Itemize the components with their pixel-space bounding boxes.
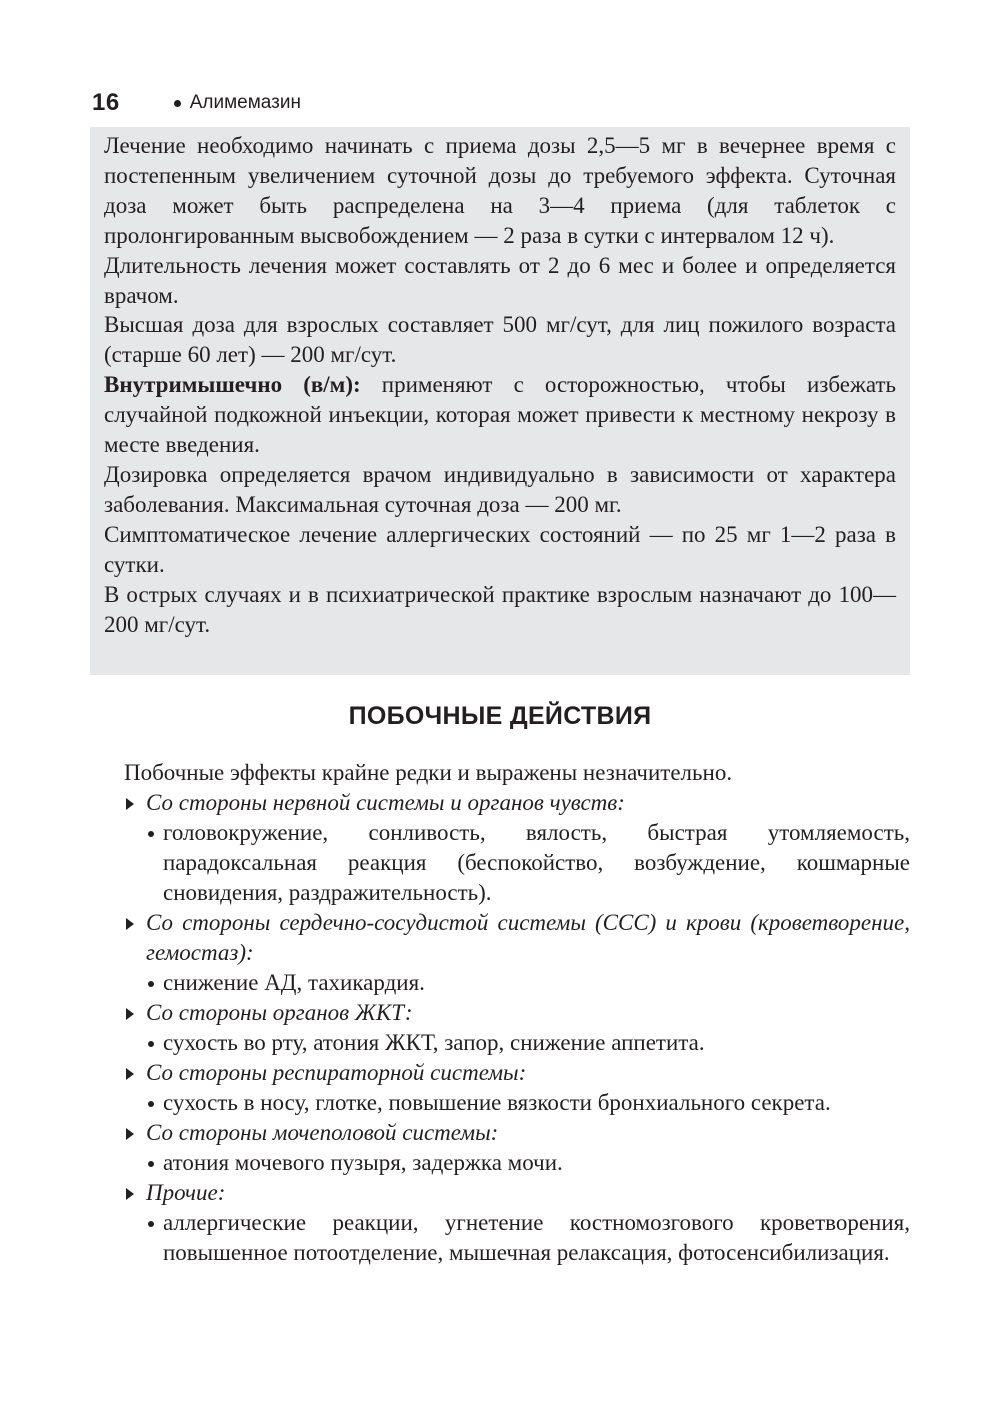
group-item-text: аллергические реакции, угнетение костномозгового кроветворения, повышенное потоотделение, мышечная релаксация, фотосенсибилизация. (163, 1210, 910, 1265)
group-title-text: Со стороны сердечно-сосудистой системы (ССС) и крови (кроветворение, гемостаз): (146, 910, 910, 965)
running-title-text: Алимемазин (189, 92, 301, 113)
group-title-text: Прочие: (146, 1180, 226, 1205)
side-effect-group (124, 998, 910, 1058)
dosage-paragraph (104, 310, 896, 370)
dot-bullet-icon (148, 1221, 154, 1227)
side-effect-group (124, 908, 910, 998)
triangle-bullet-icon (126, 1008, 134, 1020)
dot-bullet-icon (148, 1101, 154, 1107)
dosage-paragraph-lead: Внутримышечно (в/м): (104, 372, 361, 398)
dot-bullet-icon (148, 1041, 154, 1047)
group-item (148, 1208, 910, 1268)
group-item-text: сухость во рту, атония ЖКТ, запор, снижение аппетита. (163, 1030, 705, 1055)
dosage-paragraph (104, 520, 896, 580)
dosage-paragraph (104, 460, 896, 520)
group-item (148, 1088, 910, 1118)
dosage-paragraph (104, 580, 896, 640)
group-item (148, 818, 910, 908)
group-title (124, 788, 910, 818)
dosage-paragraph-text: Симптоматическое лечение аллергических состояний — по 25 мг 1—2 раза в сутки. (104, 521, 896, 577)
triangle-bullet-icon (126, 1188, 134, 1200)
dosage-paragraph-text: Лечение необходимо начинать с приема дозы 2,5—5 мг в вечернее время с постепенным увеличением суточной дозы до требуемого эффекта. Суточная доза может быть распределена на 3—4 приема (для таблеток с пролонгированным высвобождением — 2 раза в сутки с интервалом 12 ч). (104, 133, 896, 248)
group-title-text: Со стороны мочеполовой системы: (146, 1120, 499, 1145)
side-effect-group (124, 1178, 910, 1268)
bullet-dot-icon (174, 100, 181, 107)
group-title (124, 1058, 910, 1088)
dosage-paragraph-text: В острых случаях и в психиатрической практике взрослым назначают до 100—200 мг/сут. (104, 581, 896, 637)
dosage-paragraph-text: Длительность лечения может составлять от 2 до 6 мес и более и определяется врачом. (104, 252, 896, 308)
dosage-paragraph (104, 251, 896, 311)
running-title (174, 92, 301, 114)
running-head (92, 86, 301, 120)
triangle-bullet-icon (126, 798, 134, 810)
dot-bullet-icon (148, 1161, 154, 1167)
triangle-bullet-icon (126, 1128, 134, 1140)
side-effects-content (124, 758, 910, 1268)
dosage-box (90, 127, 910, 675)
group-title (124, 908, 910, 968)
dosage-paragraph-text: Дозировка определяется врачом индивидуально в зависимости от характера заболевания. Максимальная суточная доза — 200 мг. (104, 461, 896, 517)
group-item-text: снижение АД, тахикардия. (163, 970, 425, 995)
group-title (124, 998, 910, 1028)
group-title-text: Со стороны респираторной системы: (146, 1060, 527, 1085)
dot-bullet-icon (148, 831, 154, 837)
group-item-text: головокружение, сонливость, вялость, быстрая утомляемость, парадоксальная реакция (беспокойство, возбуждение, кошмарные сновидения, раздражительность). (163, 820, 910, 905)
dosage-paragraph-text: Высшая доза для взрослых составляет 500 мг/сут, для лиц пожилого возраста (старше 60 лет) — 200 мг/сут. (104, 312, 896, 368)
group-title-text: Со стороны нервной системы и органов чувств: (146, 790, 625, 815)
group-item-text: атония мочевого пузыря, задержка мочи. (163, 1150, 563, 1175)
side-effect-group (124, 1058, 910, 1118)
group-title (124, 1178, 910, 1208)
group-item (148, 1148, 910, 1178)
triangle-bullet-icon (126, 918, 134, 930)
side-effects-intro: Побочные эффекты крайне редки и выражены незначительно. (124, 760, 733, 785)
group-item (148, 968, 910, 998)
group-item-text: сухость в носу, глотке, повышение вязкости бронхиального секрета. (163, 1090, 831, 1115)
group-item (148, 1028, 910, 1058)
dosage-paragraph (104, 131, 896, 251)
group-title-text: Со стороны органов ЖКТ: (146, 1000, 413, 1025)
dot-bullet-icon (148, 981, 154, 987)
section-heading: ПОБОЧНЫЕ ДЕЙСТВИЯ (348, 702, 652, 730)
side-effect-group (124, 1118, 910, 1178)
dosage-paragraph (104, 370, 896, 460)
page-number: 16 (92, 89, 120, 116)
triangle-bullet-icon (126, 1068, 134, 1080)
group-title (124, 1118, 910, 1148)
side-effect-group (124, 788, 910, 908)
dosage-paragraph-text: применяют с осторожностью, чтобы избежать случайной подкожной инъекции, которая может привести к местному некрозу в месте введения. (104, 372, 896, 458)
